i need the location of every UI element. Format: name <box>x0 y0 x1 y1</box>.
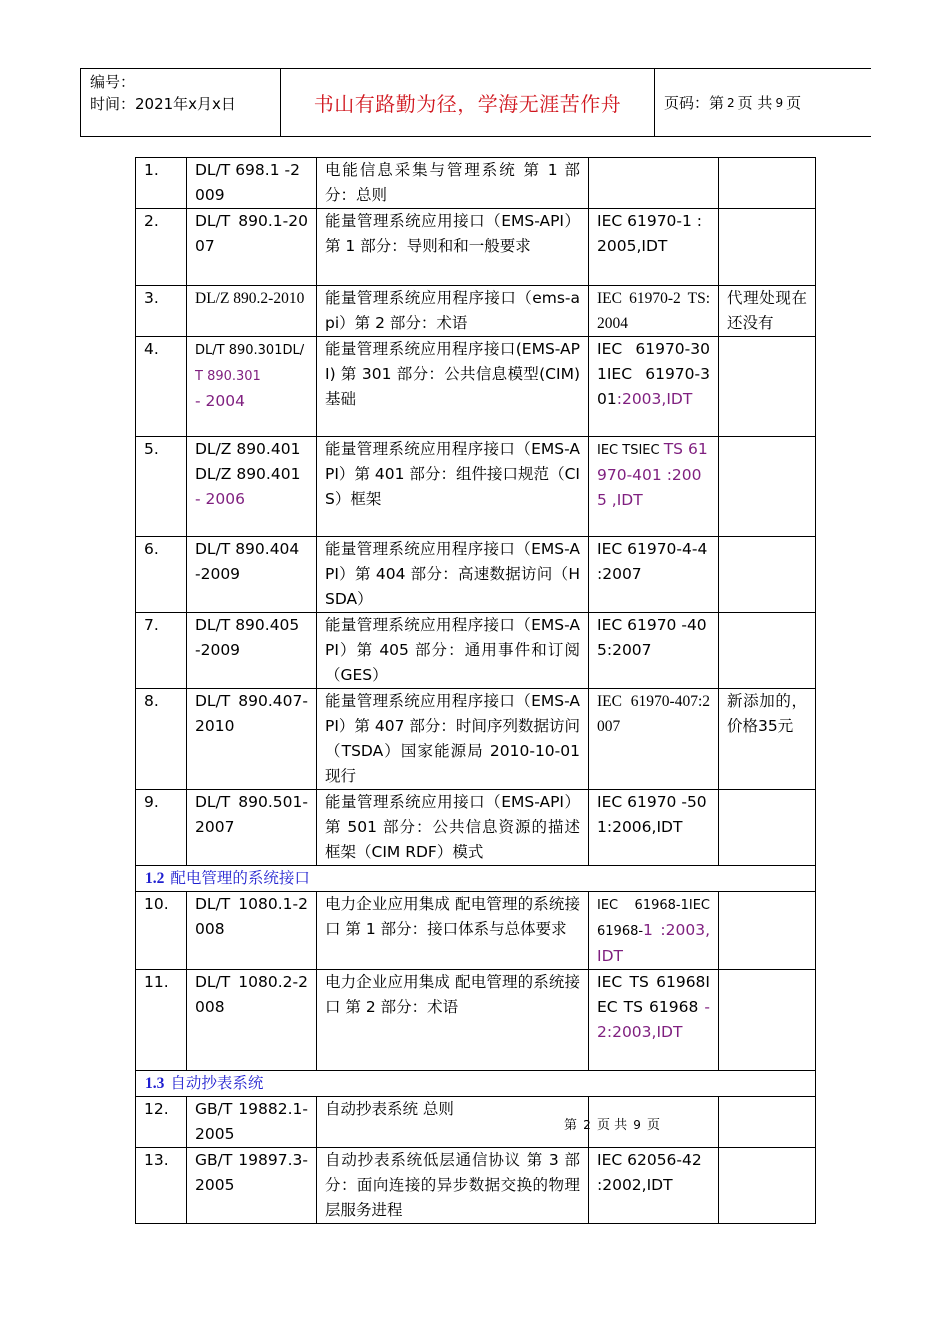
table-row <box>136 613 816 689</box>
note <box>719 790 816 866</box>
section-heading <box>136 1071 816 1097</box>
intl-standard: IEC 61970-1 :2005,IDT <box>589 209 719 286</box>
standard-title: 能量管理系统应用接口（EMS-API）第 501 部分：公共信息资源的描述框架（CIM RDF）模式 <box>317 790 589 866</box>
section-heading <box>136 866 816 892</box>
standard-title: 能量管理系统应用程序接口（EMS-API）第 407 部分：时间序列数据访问（TSDA）国家能源局 2010-10-01 现行 <box>317 689 589 790</box>
standard-title: 自动抄表系统 总则 <box>317 1097 589 1148</box>
note <box>719 892 816 970</box>
section-number: 1.3 <box>145 1075 165 1092</box>
row-number: 13. <box>136 1148 187 1224</box>
standard-title: 电力企业应用集成 配电管理的系统接口 第 1 部分：接口体系与总体要求 <box>317 892 589 970</box>
row-number: 5. <box>136 437 187 537</box>
standard-code: DL/T 1080.1-2008 <box>187 892 317 970</box>
table-row <box>136 1148 816 1224</box>
intl-standard: IEC 61970-2 TS:2004 <box>589 286 719 337</box>
standard-code: DL/T 890.405 -2009 <box>187 613 317 689</box>
time-label: 时间：2021年x月x日 <box>90 95 236 113</box>
note <box>719 970 816 1071</box>
note <box>719 1148 816 1224</box>
code-year: - 2006 <box>195 490 245 508</box>
intl-part-highlight: 1 :2003,IDT <box>597 921 710 965</box>
footer-total: 9 <box>633 1118 641 1132</box>
intl-part: IEC 61968-1IEC 61968- <box>597 898 710 939</box>
note <box>719 437 816 537</box>
row-number: 1. <box>136 158 187 209</box>
standard-title: 能量管理系统应用程序接口（EMS-API）第 405 部分：通用事件和订阅（GES） <box>317 613 589 689</box>
standard-code: DL/T 1080.2-2008 <box>187 970 317 1071</box>
note <box>719 1097 816 1148</box>
standard-code: DL/T 890.404 -2009 <box>187 537 317 613</box>
footer-current: 2 <box>583 1118 591 1132</box>
footer-suffix: 页 <box>647 1118 661 1133</box>
footer-page-number <box>564 1114 660 1133</box>
section-title: 自动抄表系统 <box>170 1074 264 1092</box>
intl-part-highlight: :2003,IDT <box>616 390 693 408</box>
row-number: 6. <box>136 537 187 613</box>
code-part: DL/Z 890.401DL/Z 890.401 <box>195 440 301 483</box>
standard-title: 自动抄表系统低层通信协议 第 3 部分：面向连接的异步数据交换的物理层服务进程 <box>317 1148 589 1224</box>
standard-title: 能量管理系统应用程序接口（EMS-API）第 401 部分：组件接口规范（CIS）框架 <box>317 437 589 537</box>
intl-standard <box>589 337 719 437</box>
standard-title: 能量管理系统应用接口（EMS-API）第 1 部分：导则和和一般要求 <box>317 209 589 286</box>
note <box>719 613 816 689</box>
note <box>719 537 816 613</box>
page-prefix: 页码：第 <box>664 94 725 112</box>
page-total: 9 <box>775 95 784 110</box>
footer-prefix: 第 <box>564 1118 578 1133</box>
table-row <box>136 158 816 209</box>
intl-standard: IEC 61970-407:2007 <box>589 689 719 790</box>
standard-title: 电能信息采集与管理系统 第 1 部分：总则 <box>317 158 589 209</box>
standards-table <box>135 157 816 1224</box>
row-number: 8. <box>136 689 187 790</box>
standard-title: 能量管理系统应用程序接口(EMS-API) 第 301 部分：公共信息模型(CIM)基础 <box>317 337 589 437</box>
table-row <box>136 892 816 970</box>
serial-label: 编号： <box>90 73 136 91</box>
table-row <box>136 337 816 437</box>
intl-standard: IEC 61970-4-4 :2007 <box>589 537 719 613</box>
header-meta <box>81 69 281 136</box>
intl-part: IEC 61970-301IEC 61970-301 <box>597 340 710 408</box>
standard-code: DL/T 890.501-2007 <box>187 790 317 866</box>
table-row <box>136 1097 816 1148</box>
row-number: 11. <box>136 970 187 1071</box>
note: 新添加的，价格35元 <box>719 689 816 790</box>
row-number: 7. <box>136 613 187 689</box>
row-number: 3. <box>136 286 187 337</box>
section-title: 配电管理的系统接口 <box>170 869 310 887</box>
intl-part: IEC TSIEC <box>597 443 664 458</box>
table-row <box>136 286 816 337</box>
table-row <box>136 970 816 1071</box>
table-row <box>136 689 816 790</box>
intl-standard <box>589 970 719 1071</box>
row-number: 2. <box>136 209 187 286</box>
document-header <box>80 68 871 137</box>
row-number: 9. <box>136 790 187 866</box>
intl-standard: IEC 61970 -501:2006,IDT <box>589 790 719 866</box>
standard-title: 能量管理系统应用程序接口（EMS-API）第 404 部分：高速数据访问（HSDA） <box>317 537 589 613</box>
intl-part-highlight: -2:2003,IDT <box>597 998 710 1041</box>
code-year: - 2004 <box>195 392 245 410</box>
row-number: 10. <box>136 892 187 970</box>
intl-standard <box>589 437 719 537</box>
standard-code <box>187 437 317 537</box>
note <box>719 337 816 437</box>
intl-part: IEC TS 61968IEC TS 61968 <box>597 973 710 1016</box>
table-row <box>136 537 816 613</box>
table-row <box>136 437 816 537</box>
standard-title: 能量管理系统应用程序接口（ems-api）第 2 部分：术语 <box>317 286 589 337</box>
section-heading-row <box>136 866 816 892</box>
header-page-number <box>655 69 871 136</box>
intl-standard <box>589 892 719 970</box>
note: 代理处现在还没有 <box>719 286 816 337</box>
table-row <box>136 790 816 866</box>
row-number: 12. <box>136 1097 187 1148</box>
row-number: 4. <box>136 337 187 437</box>
standard-code: DL/T 890.407-2010 <box>187 689 317 790</box>
code-part-highlight: T 890.301 <box>195 369 261 384</box>
standard-title: 电力企业应用集成 配电管理的系统接口 第 2 部分：术语 <box>317 970 589 1071</box>
header-motto: 书山有路勤为径，学海无涯苦作舟 <box>281 69 655 136</box>
standard-code: DL/Z 890.2-2010 <box>187 286 317 337</box>
intl-part-highlight: TS 61970-401 :2005 ,IDT <box>597 440 708 509</box>
code-part: DL/T 890.301DL/ <box>195 343 305 358</box>
page-suffix: 页 <box>786 94 802 112</box>
note <box>719 209 816 286</box>
standard-code: DL/T 698.1 -2009 <box>187 158 317 209</box>
standard-code: DL/T 890.1-2007 <box>187 209 317 286</box>
intl-standard: IEC 62056-42 :2002,IDT <box>589 1148 719 1224</box>
section-heading-row <box>136 1071 816 1097</box>
footer-middle: 页 共 <box>596 1118 628 1133</box>
table-row <box>136 209 816 286</box>
standard-code: GB/T 19882.1-2005 <box>187 1097 317 1148</box>
standard-code: GB/T 19897.3-2005 <box>187 1148 317 1224</box>
page-current: 2 <box>727 95 735 110</box>
intl-standard <box>589 158 719 209</box>
section-number: 1.2 <box>145 870 165 887</box>
standard-code <box>187 337 317 437</box>
intl-standard: IEC 61970 -405:2007 <box>589 613 719 689</box>
note <box>719 158 816 209</box>
page-middle: 页 共 <box>737 94 773 112</box>
